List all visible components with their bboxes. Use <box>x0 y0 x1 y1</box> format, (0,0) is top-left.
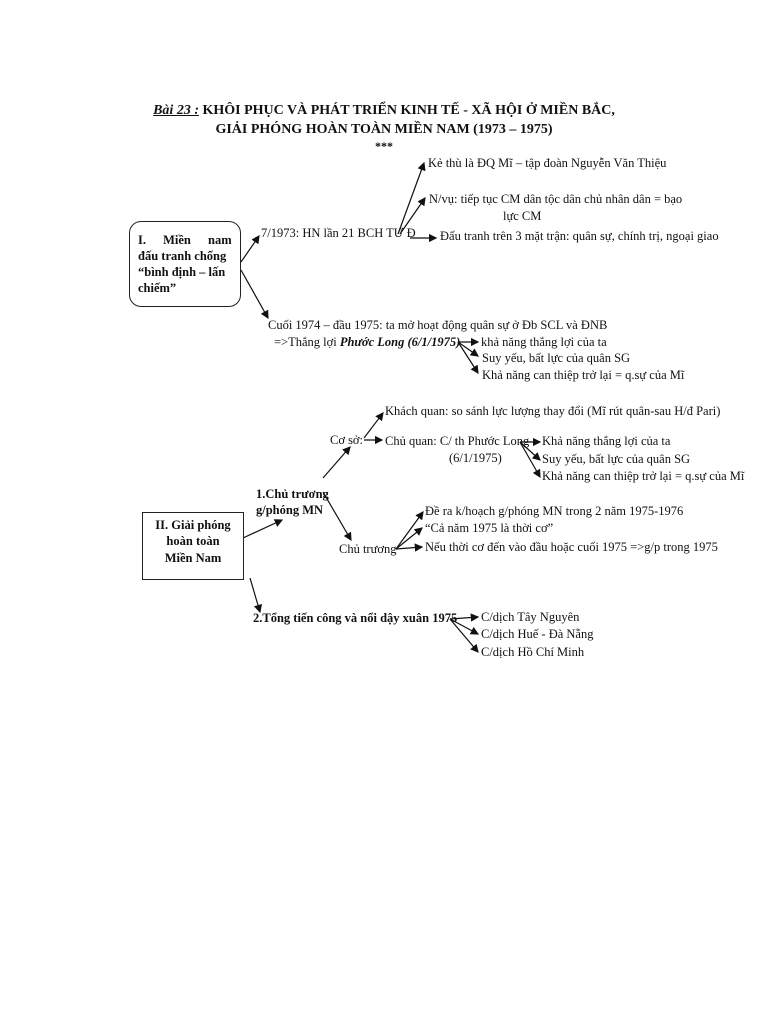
title-line-2: GIẢI PHÓNG HOÀN TOÀN MIỀN NAM (1973 – 1975) <box>215 122 553 137</box>
sub-result-1: Khả năng thắng lợi của ta <box>542 434 671 448</box>
subjective-line-2: (6/1/1975) <box>449 451 502 465</box>
arrow-hn-enemy <box>398 163 424 234</box>
policy-1: Đề ra k/hoạch g/phóng MN trong 2 năm 1975-1976 <box>425 504 684 518</box>
title-line-1: KHÔI PHỤC VÀ PHÁT TRIỂN KINH TẾ - XÃ HỘI Ở MIỀN BẮC, <box>202 103 615 118</box>
victory-prefix: =>Thắng lợi <box>274 335 337 349</box>
arrow-box1-to-hn <box>241 236 259 262</box>
result-2: Suy yếu, bất lực của quân SG <box>482 351 631 365</box>
hn-21-label: 7/1973: HN lần 21 BCH TƯ Đ <box>261 226 416 240</box>
campaign-1: C/dịch Tây Nguyên <box>481 610 580 624</box>
result-1: khả năng thắng lợi của ta <box>481 335 607 349</box>
decision-label: Chủ trương <box>339 542 397 556</box>
part2-box-line-3: Miền Nam <box>164 551 222 565</box>
subjective-line-1: Chủ quan: C/ th Phước Long <box>385 434 530 448</box>
arrow-pl-r3 <box>458 342 478 373</box>
campaign-3: C/dịch Hồ Chí Minh <box>481 645 585 659</box>
campaign-2: C/dịch Huế - Đà Nẵng <box>481 627 594 641</box>
basis-label: Cơ sở: <box>330 433 364 447</box>
policy-3: Nếu thời cơ đến vào đầu hoặc cuối 1975 =>g/p trong 1975 <box>425 540 718 554</box>
arrow-box2-to-offensive <box>250 578 260 612</box>
struggle-label: Đấu tranh trên 3 mặt trận: quân sự, chính trị, ngoại giao <box>440 229 719 243</box>
part2-box-line-2: hoàn toàn <box>166 534 220 548</box>
arrow-box1-to-offensive <box>241 270 268 318</box>
sub-result-3: Khả năng can thiệp trở lại = q.sự của Mĩ <box>542 469 745 483</box>
task-line-1: N/vụ: tiếp tục CM dân tộc dân chủ nhân dân = bạo <box>429 192 683 206</box>
policy-2: “Cả năm 1975 là thời cơ” <box>425 521 554 535</box>
part1-box-line-3: “bình định – lấn <box>138 265 226 279</box>
policy-heading-line-1: 1.Chủ trương <box>256 487 329 501</box>
lesson-number: Bài 23 : <box>153 103 199 118</box>
offensive-1975-heading: 2.Tổng tiến công và nổi dậy xuân 1975 <box>253 611 458 625</box>
enemy-label: Kẻ thù là ĐQ Mĩ – tập đoàn Nguyễn Văn Thiệu <box>428 156 667 170</box>
task-line-2: lực CM <box>503 209 542 223</box>
arrow-basis-objective <box>364 413 383 438</box>
part1-box-line-1: I. Miền nam <box>138 233 232 247</box>
arrow-dec-p3 <box>396 547 422 549</box>
victory-bold: Phước Long (6/1/1975) <box>339 335 461 349</box>
arrow-box2-to-policy <box>243 520 282 538</box>
arrow-policy-to-basis <box>323 447 350 478</box>
part2-box-line-1: II. Giải phóng <box>155 518 231 532</box>
sub-result-2: Suy yếu, bất lực của quân SG <box>542 452 691 466</box>
part1-box-line-4: chiếm” <box>138 281 177 295</box>
result-3: Khả năng can thiệp trở lại = q.sự của Mĩ <box>482 368 685 382</box>
policy-heading-line-2: g/phóng MN <box>256 503 324 517</box>
title-stars: *** <box>375 139 393 153</box>
objective-label: Khách quan: so sánh lực lượng thay đổi (Mĩ rút quân-sau H/đ Pari) <box>385 404 721 418</box>
phuoc-long-victory <box>274 335 460 349</box>
arrow-pl-r2 <box>458 342 478 356</box>
offensive-1974-label: Cuối 1974 – đầu 1975: ta mở hoạt động quân sự ở Đb SCL và ĐNB <box>268 318 608 332</box>
part1-box-line-2: đấu tranh chống <box>138 249 227 263</box>
